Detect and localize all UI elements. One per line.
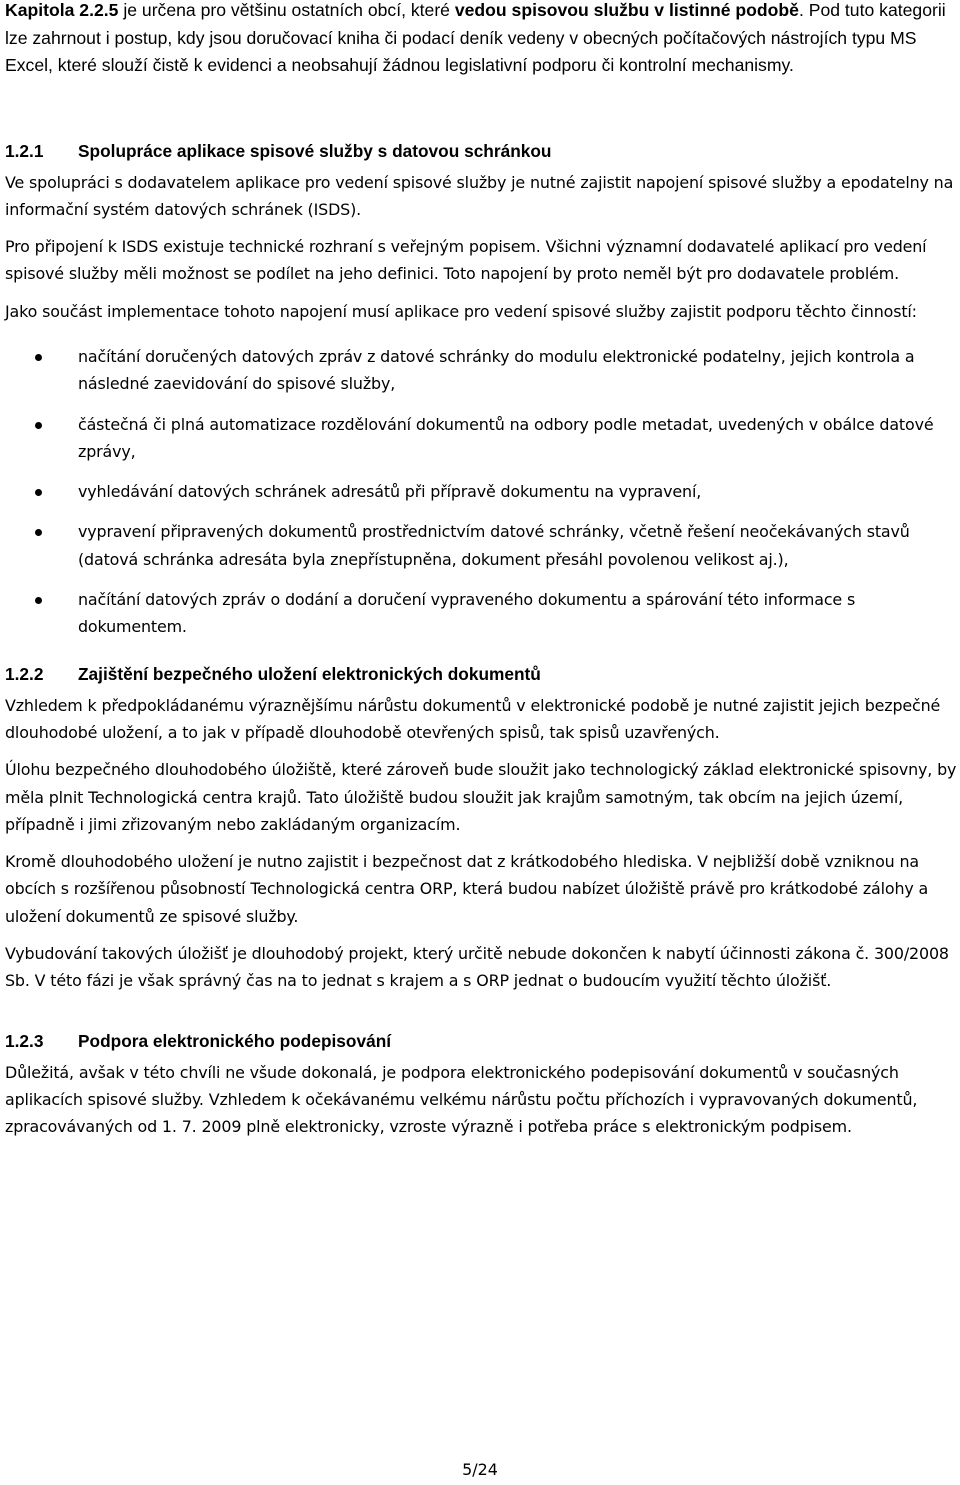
section-number: 1.2.3 <box>5 1030 44 1051</box>
paragraph: Jako součást implementace tohoto napojení musí aplikace pro vedení spisové služby zajistit podporu těchto činností: <box>5 301 917 321</box>
list-item <box>5 478 960 505</box>
activity-list <box>5 343 960 641</box>
paragraph: Pro připojení k ISDS existuje technické rozhraní s veřejným popisem. Všichni významní dodavatelé aplikací pro vedení spisové služby měli možnost se podílet na jeho definici. Toto napojení by proto neměl být pro dodavatele problém. <box>5 237 927 284</box>
section-number: 1.2.2 <box>5 663 44 684</box>
list-item-text: vyhledávání datových schránek adresátů při přípravě dokumentu na vypravení, <box>78 482 702 502</box>
list-item <box>5 411 960 466</box>
list-item-text: vypravení připravených dokumentů prostřednictvím datové schránky, včetně řešení neočekávaných stavů (datová schránka adresáta byla znepřístupněna, dokument přesáhl povolenou velikost aj.), <box>78 522 910 569</box>
section-title: Podpora elektronického podepisování <box>78 1030 392 1051</box>
list-item <box>5 586 960 641</box>
paragraph: Úlohu bezpečného dlouhodobého úložiště, které zároveň bude sloužit jako technologický základ elektronické spisovny, by měla plnit Technologická centra krajů. Tato úložiště budou sloužit jak krajům samotným, tak obcím na jejich území, případně i jimi zřizovaným nebo zakládaným organizacím. <box>5 760 957 834</box>
list-item <box>5 343 960 398</box>
paragraph: Ve spolupráci s dodavatelem aplikace pro vedení spisové služby je nutné zajistit napojení spisové služby a epodatelny na informační systém datových schránek (ISDS). <box>5 172 954 219</box>
section-heading-1-2-3 <box>5 1029 960 1053</box>
paragraph: Kromě dlouhodobého uložení je nutno zajistit i bezpečnost dat z krátkodobého hlediska. V nejbližší době vzniknou na obcích s rozšířenou působností Technologická centra ORP, která budou nabízet úložiště právě pro krátkodobé zálohy a uložení dokumentů ze spisové služby. <box>5 852 929 926</box>
chapter-reference: Kapitola 2.2.5 <box>5 0 119 20</box>
section-heading-1-2-1 <box>5 139 960 163</box>
document-page <box>5 0 960 1141</box>
list-item-text: načítání doručených datových zpráv z datové schránky do modulu elektronické podatelny, jejich kontrola a následné zaevidování do spisové služby, <box>78 346 915 394</box>
paragraph: Vybudování takových úložišť je dlouhodobý projekt, který určitě nebude dokončen k nabytí účinnosti zákona č. 300/2008 Sb. V této fázi je však správný čas na to jednat s krajem a s ORP jednat o budoucím využití těchto úložišť. <box>5 944 949 991</box>
intro-text-c: . Pod tuto kategorii lze zahrnout i postup, kdy jsou doručovací kniha či podací deník vedeny v obecných počítačových nástrojích typu MS Excel, které slouží čistě k evidenci a neobsahují žádnou legislativní podporu či kontrolní mechanismy. <box>5 0 946 75</box>
list-item-text: částečná či plná automatizace rozdělování dokumentů na odbory podle metadat, uvedených v obálce datové zprávy, <box>78 414 934 461</box>
section-title: Zajištění bezpečného uložení elektronických dokumentů <box>78 663 541 684</box>
list-item-text: načítání datových zpráv o dodání a doručení vypraveného dokumentu a spárování této informace s dokumentem. <box>78 590 856 637</box>
bullet-icon <box>35 597 42 604</box>
bullet-icon <box>35 422 42 429</box>
paragraph: Důležitá, avšak v této chvíli ne všude dokonalá, je podpora elektronického podepisování dokumentů v současných aplikacích spisové služby. Vzhledem k očekávanému velkému nárůstu počtu příchozích i vypravovaných dokumentů, zpracovávaných od 1. 7. 2009 plně elektronicky, vzroste výrazně i potřeba práce s elektronickým podpisem. <box>5 1062 918 1137</box>
list-item <box>5 518 960 573</box>
intro-bold-phrase: vedou spisovou službu v listinné podobě <box>454 0 799 20</box>
page-number: 5/24 <box>462 1460 498 1479</box>
section-title: Spolupráce aplikace spisové služby s datovou schránkou <box>78 140 552 161</box>
paragraph: Vzhledem k předpokládanému výraznějšímu nárůstu dokumentů v elektronické podobě je nutné zajistit jejich bezpečné dlouhodobé uložení, a to jak v případě dlouhodobě otevřených spisů, tak spisů uzavřených. <box>5 695 941 742</box>
bullet-icon <box>35 529 42 536</box>
intro-text-a: je určena pro většinu ostatních obcí, které <box>118 0 455 20</box>
bullet-icon <box>35 489 42 496</box>
section-number: 1.2.1 <box>5 140 44 161</box>
intro-paragraph <box>5 0 960 80</box>
bullet-icon <box>35 354 42 361</box>
section-heading-1-2-2 <box>5 662 960 686</box>
